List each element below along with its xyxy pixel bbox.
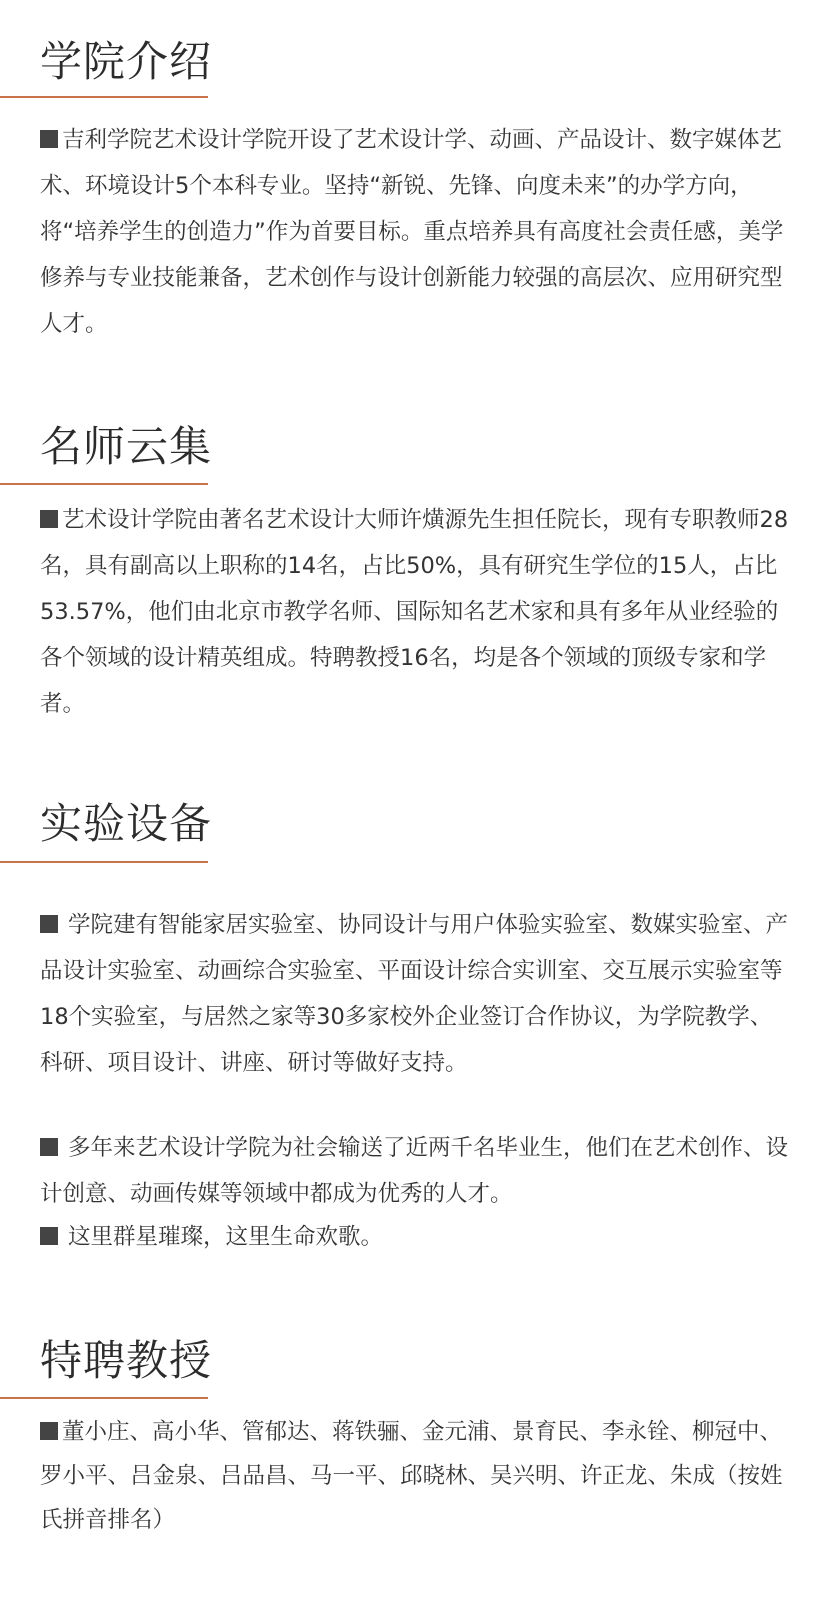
- square-bullet-icon: [40, 1138, 58, 1156]
- square-bullet-icon: [40, 510, 58, 528]
- section-title: 名师云集: [40, 422, 213, 471]
- square-bullet-icon: [40, 915, 58, 933]
- section-paragraph: 董小庄、高小华、管郁达、蒋铁骊、金元浦、景育民、李永铨、柳冠中、罗小平、吕金泉、吕品昌、马一平、邱晓林、吴兴明、许正龙、朱成（按姓氏拼音排名）: [40, 1419, 783, 1533]
- section-title: 学院介绍: [40, 37, 213, 86]
- square-bullet-icon: [40, 1422, 58, 1440]
- title-underline: [0, 483, 208, 485]
- title-underline: [0, 96, 208, 98]
- square-bullet-icon: [40, 130, 58, 148]
- section-paragraph: 多年来艺术设计学院为社会输送了近两千名毕业生，他们在艺术创作、设计创意、动画传媒等领域中都成为优秀的人才。: [40, 1135, 789, 1207]
- section-paragraph: 学院建有智能家居实验室、协同设计与用户体验实验室、数媒实验室、产品设计实验室、动画综合实验室、平面设计综合实训室、交互展示实验室等18个实验室，与居然之家等30多家校外企业签订合作协议，为学院教学、科研、项目设计、讲座、研讨等做好支持。: [40, 912, 789, 1076]
- section-title: 特聘教授: [40, 1336, 213, 1385]
- section-paragraph: 艺术设计学院由著名艺术设计大师许熿源先生担任院长，现有专职教师28名，具有副高以上职称的14名，占比50%，具有研究生学位的15人，占比53.57%，他们由北京市教学名师、国际知名艺术家和具有多年从业经验的各个领域的设计精英组成。特聘教授16名，均是各个领域的顶级专家和学者。: [40, 507, 789, 717]
- section-title: 实验设备: [40, 799, 213, 848]
- title-underline: [0, 1397, 208, 1399]
- title-underline: [0, 861, 208, 863]
- section-paragraph: 这里群星璀璨，这里生命欢歌。: [40, 1214, 790, 1260]
- section-paragraph: 吉利学院艺术设计学院开设了艺术设计学、动画、产品设计、数字媒体艺术、环境设计5个本科专业。坚持“新锐、先锋、向度未来”的办学方向，将“培养学生的创造力”作为首要目标。重点培养具有高度社会责任感，美学修养与专业技能兼备，艺术创作与设计创新能力较强的高层次、应用研究型人才。: [40, 127, 784, 337]
- square-bullet-icon: [40, 1227, 58, 1245]
